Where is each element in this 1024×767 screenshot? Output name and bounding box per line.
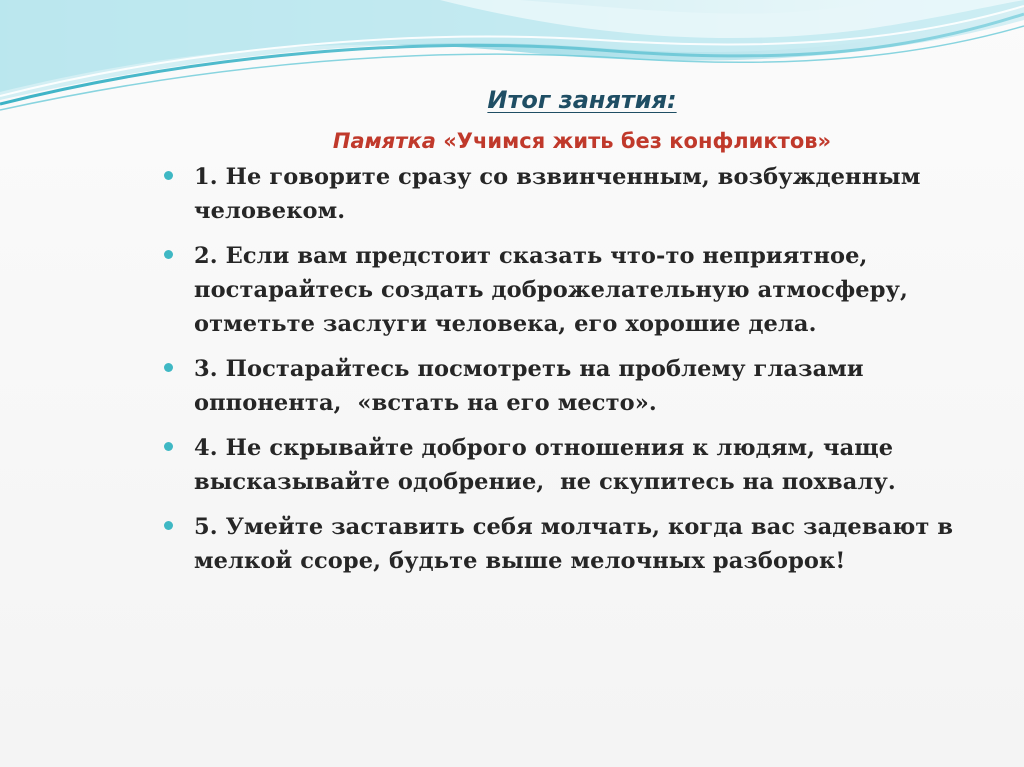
rule-text: 4. Не скрывайте доброго отношения к людям, чаще высказывайте одобрение, не скупитесь на похвалу.: [194, 435, 902, 495]
subtitle-quote: «Учимся жить без конфликтов»: [443, 129, 832, 153]
list-item: [164, 431, 984, 499]
rule-text: 2. Если вам предстоит сказать что-то неприятное, постарайтесь создать доброжелательную атмосферу, отметьте заслуги человека, его хорошие дела.: [194, 243, 908, 337]
bullet-dot-icon: [164, 171, 173, 180]
list-item: [164, 352, 984, 420]
list-item: [164, 160, 984, 228]
list-item: [164, 239, 984, 341]
slide-title-text: Итог занятия:: [487, 86, 677, 114]
slide-subtitle: [0, 129, 1024, 153]
rule-text: 5. Умейте заставить себя молчать, когда вас задевают в мелкой ссоре, будьте выше мелочных разборок!: [194, 514, 954, 574]
rule-text: 1. Не говорите сразу со взвинченным, возбужденным человеком.: [194, 164, 921, 224]
subtitle-prefix: Памятка: [332, 129, 436, 153]
bullet-dot-icon: [164, 363, 173, 372]
slide-title: [0, 86, 1024, 114]
rules-list: [164, 160, 984, 589]
rule-text: 3. Постарайтесь посмотреть на проблему глазами оппонента, «встать на его место».: [194, 356, 872, 416]
bullet-dot-icon: [164, 442, 173, 451]
list-item: [164, 510, 984, 578]
bullet-dot-icon: [164, 521, 173, 530]
bullet-dot-icon: [164, 250, 173, 259]
